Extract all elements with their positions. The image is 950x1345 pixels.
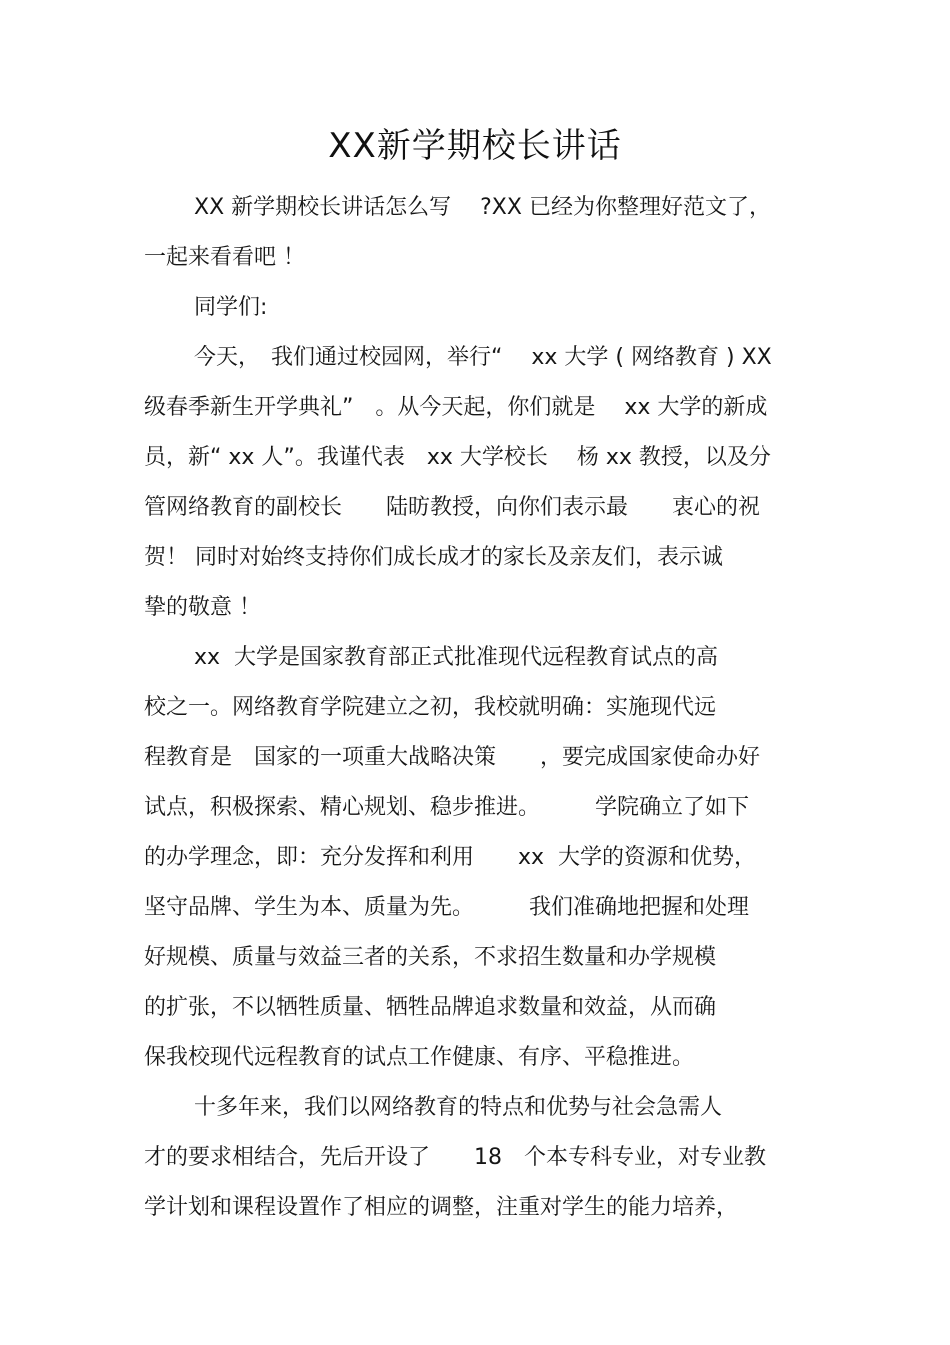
paragraph-line: 保我校现代远程教育的试点工作健康、有序、平稳推进。 xyxy=(144,1045,695,1070)
paragraph-line: 一起来看看吧 ！ xyxy=(144,245,305,270)
paragraph-line: 坚守品牌、学生为本、质量为先。 我们准确地把握和处理 xyxy=(144,895,750,920)
paragraph-line: 今天， 我们通过校园网，举行“ xx 大学 ( 网络教育 ) XX xyxy=(194,345,772,370)
paragraph-line: 才的要求相结合，先后开设了 18 个本专科专业，对专业教 xyxy=(144,1145,766,1170)
paragraph-line: 十多年来，我们以网络教育的特点和优势与社会急需人 xyxy=(194,1095,723,1120)
paragraph-line: 管网络教育的副校长 陆昉教授，向你们表示最 衷心的祝 xyxy=(144,495,761,520)
paragraph-line: 学计划和课程设置作了相应的调整，注重对学生的能力培养， xyxy=(144,1195,739,1220)
paragraph-line: 挚的敬意 ！ xyxy=(144,595,261,620)
paragraph-line: 校之一。网络教育学院建立之初，我校就明确：实施现代远 xyxy=(144,695,717,720)
paragraph-line: 试点，积极探索、精心规划、稳步推进。 学院确立了如下 xyxy=(144,795,750,820)
paragraph-line: 级春季新生开学典礼” 。从今天起，你们就是 xx 大学的新成 xyxy=(144,395,768,420)
paragraph-line: xx 大学是国家教育部正式批准现代远程教育试点的高 xyxy=(194,645,719,670)
paragraph-line: 程教育是 国家的一项重大战略决策 ，要完成国家使命办好 xyxy=(144,745,761,770)
paragraph-line: 员，新“ xx 人”。我谨代表 xx 大学校长 杨 xx 教授，以及分 xyxy=(144,445,771,470)
paragraph-line: 的扩张，不以牺牲质量、牺牲品牌追求数量和效益，从而确 xyxy=(144,995,717,1020)
paragraph-line: 的办学理念，即：充分发挥和利用 xx 大学的资源和优势， xyxy=(144,845,757,870)
document-title: XX新学期校长讲话 xyxy=(328,126,622,166)
paragraph-line: 贺！ 同时对始终支持你们成长成才的家长及亲友们，表示诚 xyxy=(144,545,723,570)
paragraph-line: XX 新学期校长讲话怎么写 ?XX 已经为你整理好范文了， xyxy=(194,195,771,220)
salutation-line: 同学们: xyxy=(194,295,268,320)
paragraph-line: 好规模、质量与效益三者的关系，不求招生数量和办学规模 xyxy=(144,945,717,970)
